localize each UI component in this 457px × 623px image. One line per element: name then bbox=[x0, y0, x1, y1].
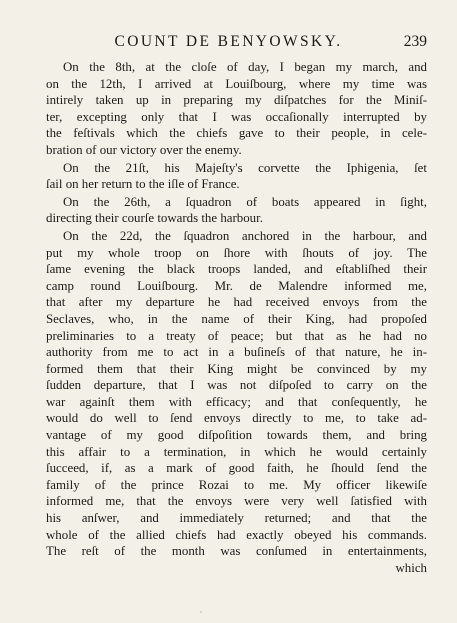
text-line: On the 26th, a ſquadron of boats appeared in ſight, bbox=[63, 194, 427, 209]
paper-speck: , bbox=[200, 606, 203, 614]
text-line: ter, excepting only that I was occaſionally interrupted by bbox=[46, 109, 427, 124]
text-line: whole of the allied chiefs had exactly obeyed his commands. bbox=[46, 527, 427, 542]
text-line: that after my departure he had received envoys from the bbox=[46, 295, 427, 310]
text-line: ſudden departure, that I was not diſpoſed to carry on the bbox=[46, 378, 427, 393]
page-header bbox=[0, 32, 457, 52]
page-number: 239 bbox=[403, 33, 427, 50]
text-line: On the 22d, the ſquadron anchored in the harbour, and bbox=[63, 228, 427, 243]
text-line: informed me, that the envoys were very well ſatisfied with bbox=[46, 494, 427, 509]
paragraph-squadron bbox=[46, 228, 427, 576]
text-line: put my whole troop on ſhore with ſhouts of joy. The bbox=[46, 245, 427, 260]
paragraph-march bbox=[46, 59, 427, 159]
text-line: the feſtivals which the chiefs gave to their people, in cele- bbox=[46, 126, 427, 141]
text-line: family of the prince Rozai to me. My officer likewiſe bbox=[46, 477, 427, 492]
paragraph-corvette bbox=[46, 160, 427, 193]
text-line: would do well to ſend envoys directly to me, to take ad- bbox=[46, 411, 427, 426]
text-line: war againſt them with efficacy; and that conſequently, he bbox=[46, 394, 427, 409]
text-line: camp round Louiſbourg. Mr. de Malendre informed me, bbox=[46, 278, 427, 293]
text-line: formed them that their King might be convinced by my bbox=[46, 361, 427, 376]
text-line: The reſt of the month was conſumed in entertainments, bbox=[46, 544, 427, 559]
text-line: directing their courſe towards the harbour. bbox=[46, 211, 263, 226]
text-line: this affair to a termination, in which he would certainly bbox=[46, 444, 427, 459]
text-line: ſame evening the black troops landed, and eſtabliſhed their bbox=[46, 262, 427, 277]
text-line: Seclaves, who, in the name of their King, had propoſed bbox=[46, 311, 427, 326]
text-line: on the 12th, I arrived at Louiſbourg, where my time was bbox=[46, 76, 427, 91]
text-line: preliminaries to a treaty of peace; but that as he had no bbox=[46, 328, 427, 343]
paragraph-boats bbox=[46, 194, 427, 227]
text-line: intirely taken up in preparing my diſpatches for the Miniſ- bbox=[46, 93, 427, 108]
text-line: ſucceed, if, as a mark of good faith, he ſhould ſend the bbox=[46, 461, 427, 476]
body-text bbox=[46, 59, 427, 576]
text-line: vantage of my good diſpoſition towards them, and bring bbox=[46, 428, 427, 443]
text-line: On the 8th, at the cloſe of day, I began my march, and bbox=[63, 60, 427, 74]
text-line: bration of our victory over the enemy. bbox=[46, 142, 242, 157]
text-line: On the 21ſt, his Majeſty's corvette the Iphigenia, ſet bbox=[63, 160, 427, 175]
running-title: COUNT DE BENYOWSKY. bbox=[114, 33, 343, 50]
catchword: which bbox=[395, 560, 427, 575]
text-line: ſail on her return to the iſle of France. bbox=[46, 177, 240, 192]
text-line: his anſwer, and immediately returned; and that the bbox=[46, 511, 427, 526]
text-line: authority from me to act in a buſineſs of that nature, he in- bbox=[46, 345, 427, 360]
